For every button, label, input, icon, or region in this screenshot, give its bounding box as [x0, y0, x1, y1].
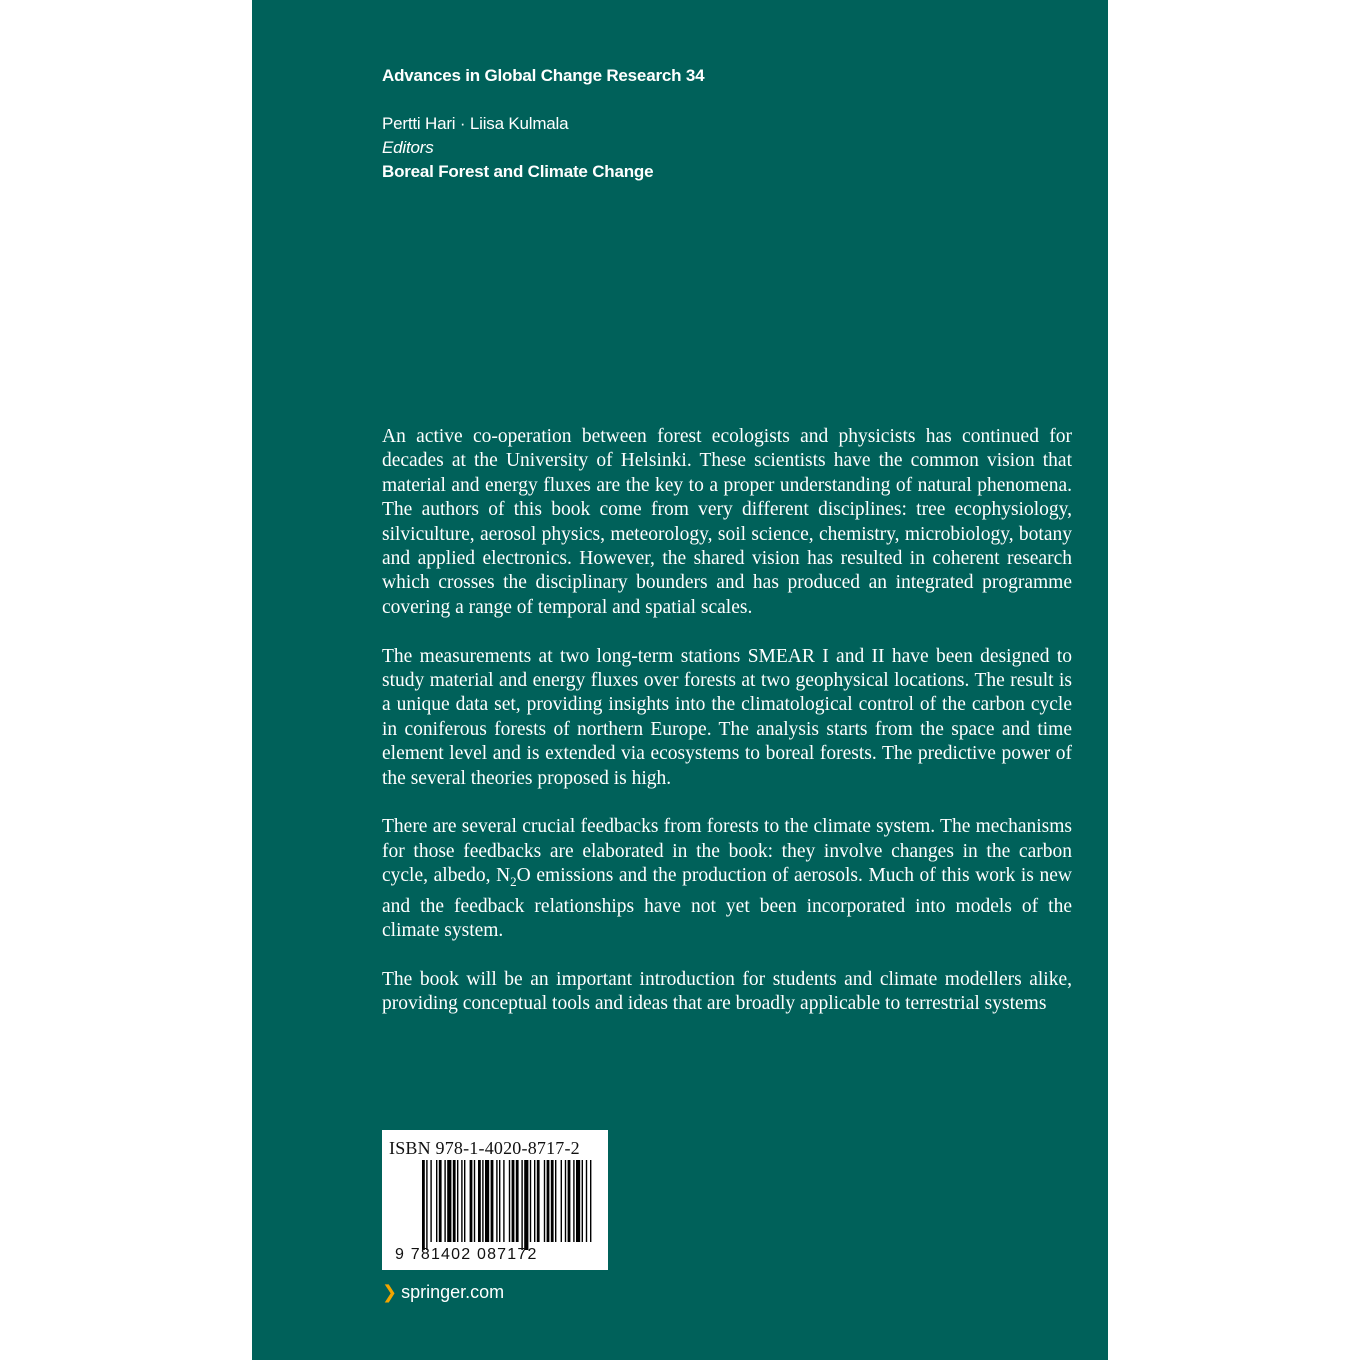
barcode-bar: [509, 1160, 510, 1242]
barcode-bar: [503, 1160, 504, 1242]
chevron-right-icon: ❯: [382, 1282, 398, 1302]
barcode-bar: [439, 1160, 442, 1242]
barcode-bar: [478, 1160, 481, 1242]
barcode-bar: [444, 1160, 445, 1242]
barcode-bar: [499, 1160, 500, 1242]
barcode-bar: [534, 1160, 535, 1242]
barcode-bar: [491, 1160, 494, 1242]
barcode-bar: [530, 1160, 531, 1242]
book-title: Boreal Forest and Climate Change: [382, 162, 654, 181]
barcode-bar: [470, 1160, 473, 1242]
back-cover: [252, 0, 1108, 1360]
cover-header: [382, 64, 982, 184]
barcode-bar: [576, 1160, 580, 1242]
ean-digits: 9 781402 087172: [395, 1246, 538, 1263]
publisher-link[interactable]: [382, 1282, 504, 1303]
series-title: Advances in Global Change Research 34: [382, 66, 705, 85]
barcode-bar: [516, 1160, 519, 1242]
barcode-bar: [544, 1160, 545, 1242]
barcode-bar: [422, 1160, 425, 1250]
barcode-bar: [496, 1160, 497, 1242]
isbn-barcode: [382, 1130, 608, 1270]
barcode-bar: [568, 1160, 571, 1242]
blurb-paragraph-2: The measurements at two long-term stations SMEAR I and II have been designed to study material and energy fluxes over forests at two geophysical locations. The result is a unique data set, providing insights into the climatological control of the carbon cycle in coniferous forests of northern Europe. The analysis starts from the space and time element level and is extended via ecosystems to boreal forests. The predictive power of the several theories proposed is high.: [382, 645, 1072, 789]
barcode-bar: [457, 1160, 458, 1242]
barcode-bar: [461, 1160, 462, 1242]
barcode-bar: [521, 1160, 522, 1250]
subscript-2: 2: [510, 874, 517, 890]
barcode-bar: [547, 1160, 550, 1242]
barcode-bar: [512, 1160, 515, 1242]
barcode-bar: [436, 1160, 437, 1242]
barcode-bar: [590, 1160, 591, 1242]
barcode-bar: [464, 1160, 465, 1242]
barcode-bar: [485, 1160, 489, 1242]
editors-label: Editors: [382, 138, 434, 157]
barcode-bar: [555, 1160, 556, 1242]
barcode-bar: [565, 1160, 566, 1242]
barcode-bar: [524, 1160, 528, 1250]
editors-names: Pertti Hari · Liisa Kulmala: [382, 114, 569, 133]
barcode-bar: [537, 1160, 540, 1242]
blurb-paragraph-1: An active co-operation between forest ecologists and physicists has continued for decades at the University of Helsinki. These scientists have the common vision that material and energy fluxes are the key to a proper understanding of natural phenomena. The authors of this book come from very different disciplines: tree ecophysiology, silviculture, aerosol physics, meteorology, soil science, chemistry, microbiology, botany and applied electronics. However, the shared vision has resulted in coherent research which crosses the disciplinary bounders and has produced an integrated programme covering a range of temporal and spatial scales.: [382, 426, 1072, 618]
blurb-paragraph-3: There are several crucial feedbacks from forests to the climate system. The mechanisms for those feedbacks are elaborated in the book: they involve changes in the carbon cycle, albedo, $N_2O$ emissions and the production of aerosols. Much of this work is new and the feedback relationships have not yet been incorporated into models of the climate system.: [382, 816, 1072, 941]
barcode-bar: [561, 1160, 562, 1242]
blurb-paragraph-4: The book will be an important introduction for students and climate modellers alike, providing conceptual tools and ideas that are broadly applicable to terrestrial systems: [382, 968, 1072, 1015]
blurb: [382, 425, 1072, 1017]
barcode-bar: [453, 1160, 456, 1242]
barcode-bar: [586, 1160, 587, 1242]
barcode-bar: [430, 1160, 431, 1242]
barcode-bar: [447, 1160, 451, 1242]
barcode-bar: [426, 1160, 427, 1250]
publisher-url: springer.com: [401, 1282, 505, 1302]
isbn-number: ISBN 978-1-4020-8717-2: [389, 1138, 580, 1158]
barcode-bar: [551, 1160, 554, 1242]
barcode-bar: [482, 1160, 483, 1242]
barcode-bar: [474, 1160, 475, 1242]
barcode-bar: [582, 1160, 583, 1242]
barcode-bar: [573, 1160, 574, 1242]
